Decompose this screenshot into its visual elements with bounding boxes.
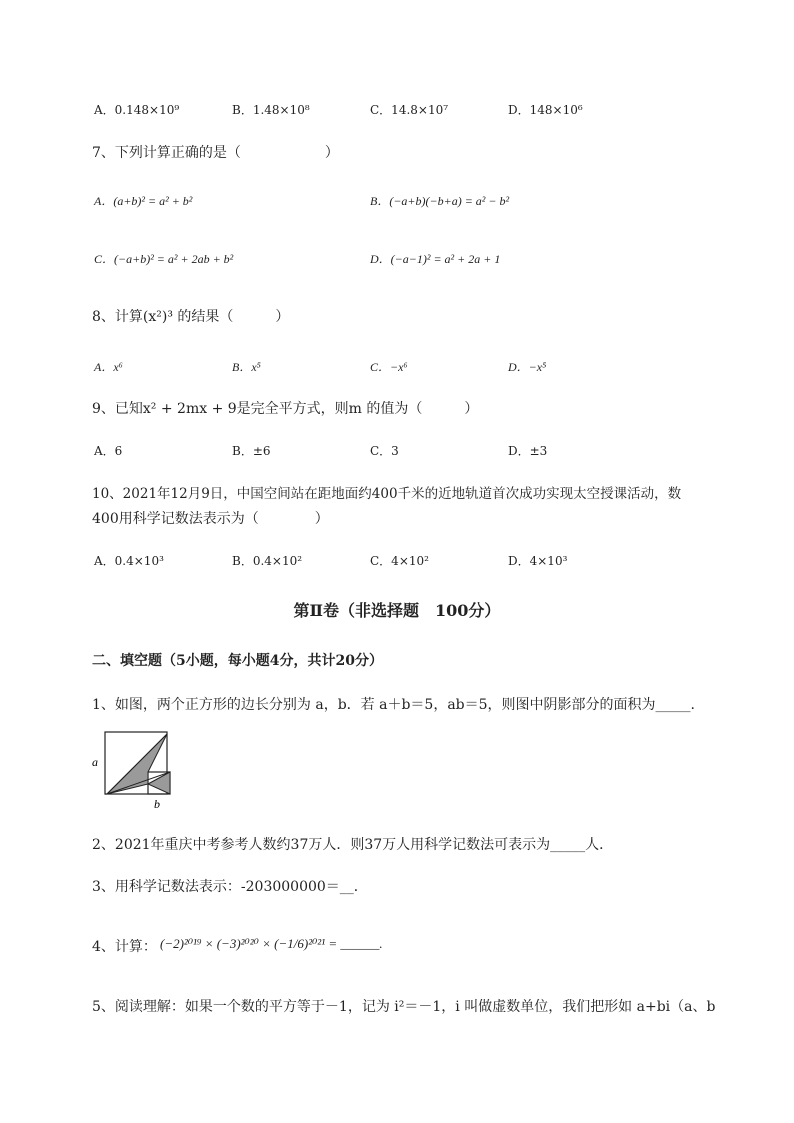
label-a: a: [92, 755, 98, 769]
q6-option-c: C．14.8×10⁷: [370, 103, 449, 117]
q8-option-b: B．x⁵: [232, 360, 261, 374]
label-b: b: [154, 797, 160, 811]
fb5-text: 5、阅读理解：如果一个数的平方等于－1，记为 i²＝－1，i 叫做虚数单位，我们把形如 a+bi（a、b: [92, 999, 716, 1015]
q10-option-a: A．0.4×10³: [94, 554, 164, 568]
q8-option-d: D．−x⁵: [508, 360, 547, 374]
two-squares-figure: [88, 728, 188, 818]
q6-option-d: D．148×10⁶: [508, 103, 583, 117]
q9-option-a: A．6: [94, 444, 123, 458]
q10-option-d: D．4×10³: [508, 554, 568, 568]
q9-option-b: B．±6: [232, 444, 271, 458]
q10-option-c: C．4×10²: [370, 554, 429, 568]
fill-blank-header: 二、填空题（5小题，每小题4分，共计20分）: [92, 653, 383, 669]
q7-option-c: C．(−a+b)² = a² + 2ab + b²: [94, 252, 234, 266]
q6-option-a: A．0.148×10⁹: [94, 103, 180, 117]
q10-stem-line1: 10、2021年12月9日，中国空间站在距地面约400千米的近地轨道首次成功实现太空授课活动，数: [92, 486, 682, 502]
q10-option-b: B．0.4×10²: [232, 554, 303, 568]
fb4-expression: (−2)²⁰¹⁹ × (−3)²⁰²⁰ × (−1/6)²⁰²¹ = ______.: [160, 936, 383, 951]
q7-option-b: B．(−a+b)(−b+a) = a² − b²: [370, 194, 510, 208]
q9-option-c: C．3: [370, 444, 399, 458]
fb3-text: 3、用科学记数法表示：-203000000＝__．: [92, 879, 368, 895]
q9-option-d: D．±3: [508, 444, 548, 458]
q8-option-a: A．x⁶: [94, 360, 123, 374]
q8-stem: 8、计算(x²)³ 的结果（ ）: [92, 309, 290, 325]
q9-stem: 9、已知x² + 2mx + 9是完全平方式，则m 的值为（ ）: [92, 401, 479, 417]
q7-stem: 7、下列计算正确的是（ ）: [92, 145, 339, 161]
fb1-text: 1、如图，两个正方形的边长分别为 a，b．若 a＋b＝5，ab＝5，则图中阴影部分的面积为_____.: [92, 697, 695, 713]
fb4-prefix: 4、计算：: [92, 939, 157, 955]
shaded-triangle-small: [148, 772, 170, 794]
q10-stem-line2: 400用科学记数法表示为（ ）: [92, 511, 329, 527]
fb2-text: 2、2021年重庆中考参考人数约37万人．则37万人用科学记数法可表示为_____人．: [92, 837, 614, 853]
q6-option-b: B．1.48×10⁸: [232, 103, 310, 117]
q8-option-c: C．−x⁶: [370, 360, 408, 374]
section-title: 第Ⅱ卷（非选择题 100分）: [293, 601, 501, 620]
q7-option-d: D．(−a−1)² = a² + 2a + 1: [370, 252, 501, 266]
q7-option-a: A．(a+b)² = a² + b²: [94, 194, 193, 208]
